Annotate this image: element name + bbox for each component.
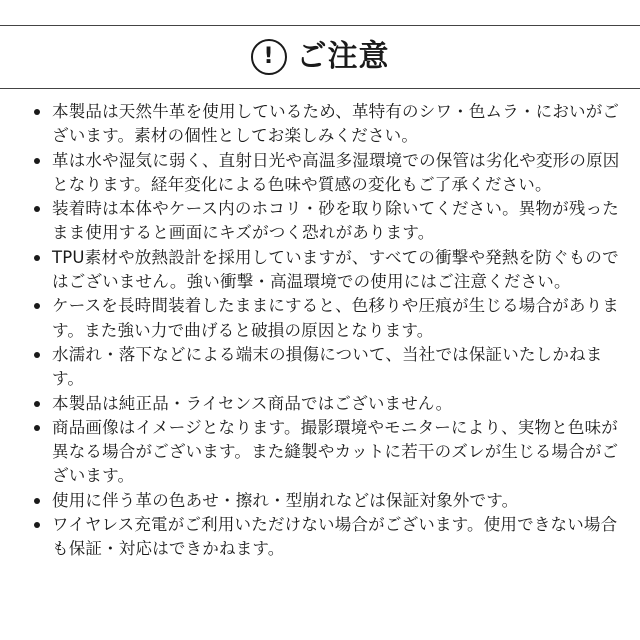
notice-item: 使用に伴う革の色あせ・擦れ・型崩れなどは保証対象外です。 xyxy=(30,489,620,513)
notice-item: 水濡れ・落下などによる端末の損傷について、当社では保証いたしかねます。 xyxy=(30,343,620,392)
notice-item: 装着時は本体やケース内のホコリ・砂を取り除いてください。異物が残ったまま使用すると画面にキズがつく恐れがあります。 xyxy=(30,197,620,246)
notice-header-inner xyxy=(251,39,390,75)
notice-header xyxy=(0,25,640,89)
notice-item: 商品画像はイメージとなります。撮影環境やモニターにより、実物と色味が異なる場合がございます。また縫製やカットに若干のズレが生じる場合がございます。 xyxy=(30,416,620,489)
notice-item: 革は水や湿気に弱く、直射日光や高温多湿環境での保管は劣化や変形の原因となります。経年変化による色味や質感の変化もご了承ください。 xyxy=(30,149,620,198)
notice-item: 本製品は純正品・ライセンス商品ではございません。 xyxy=(30,392,620,416)
notice-list xyxy=(30,100,620,562)
page-title: ご注意 xyxy=(296,39,390,74)
exclamation-circle-icon: ! xyxy=(251,39,287,75)
notice-item: ケースを長時間装着したままにすると、色移りや圧痕が生じる場合があります。また強い力で曲げると破損の原因となります。 xyxy=(30,294,620,343)
notice-item: ワイヤレス充電がご利用いただけない場合がございます。使用できない場合も保証・対応はできかねます。 xyxy=(30,513,620,562)
notice-item: TPU素材や放熱設計を採用していますが、すべての衝撃や発熱を防ぐものではございません。強い衝撃・高温環境での使用にはご注意ください。 xyxy=(30,246,620,295)
notice-item: 本製品は天然牛革を使用しているため、革特有のシワ・色ムラ・においがございます。素材の個性としてお楽しみください。 xyxy=(30,100,620,149)
